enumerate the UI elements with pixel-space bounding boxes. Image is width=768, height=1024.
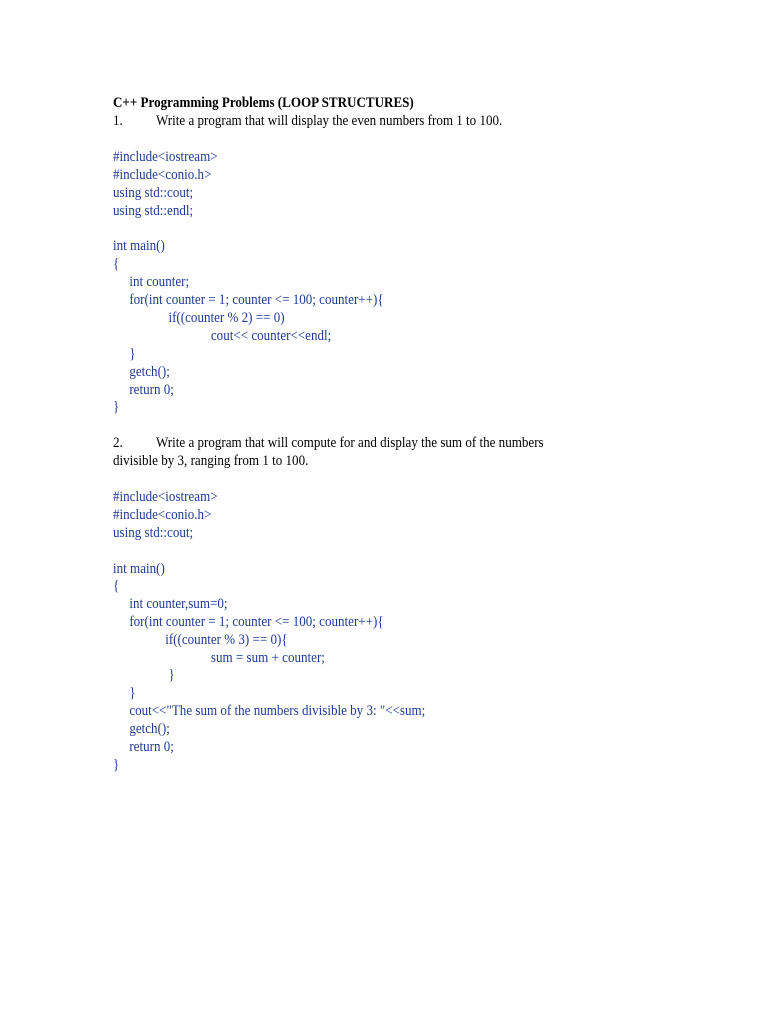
code-line: }: [113, 399, 120, 415]
code-line: }: [113, 346, 136, 362]
code-line: {: [113, 578, 120, 594]
code-line: for(int counter = 1; counter <= 100; counter++){: [113, 292, 384, 308]
code-line: cout<< counter<<endl;: [113, 328, 332, 344]
code-line: if((counter % 3) == 0){: [113, 632, 288, 648]
code-line: int main(): [113, 238, 165, 254]
code-line: using std::endl;: [113, 203, 194, 219]
code-line: sum = sum + counter;: [113, 650, 325, 666]
code-line: int counter,sum=0;: [113, 596, 228, 612]
code-line: return 0;: [113, 739, 174, 755]
code-line: #include<conio.h>: [113, 507, 212, 523]
code-line: for(int counter = 1; counter <= 100; counter++){: [113, 614, 384, 630]
code-line: #include<iostream>: [113, 489, 218, 505]
code-line: return 0;: [113, 382, 174, 398]
code-line: #include<conio.h>: [113, 167, 212, 183]
code-line: }: [113, 667, 175, 683]
code-line: int main(): [113, 561, 165, 577]
code-line: {: [113, 256, 120, 272]
problem-2-text-line-2: divisible by 3, ranging from 1 to 100.: [113, 453, 309, 469]
code-line: }: [113, 757, 120, 773]
code-line: using std::cout;: [113, 525, 194, 541]
code-line: getch();: [113, 364, 170, 380]
code-line: }: [113, 685, 136, 701]
code-line: using std::cout;: [113, 185, 194, 201]
problem-2-text-line-1: Write a program that will compute for and display the sum of the numbers: [156, 435, 544, 451]
problem-1-number: 1.: [113, 113, 123, 129]
code-line: #include<iostream>: [113, 149, 218, 165]
code-line: cout<<"The sum of the numbers divisible by 3: "<<sum;: [113, 703, 426, 719]
page-title: C++ Programming Problems (LOOP STRUCTURES): [113, 95, 414, 111]
code-line: if((counter % 2) == 0): [113, 310, 285, 326]
problem-1-text: Write a program that will display the even numbers from 1 to 100.: [156, 113, 503, 129]
code-line: getch();: [113, 721, 170, 737]
problem-2-number: 2.: [113, 435, 123, 451]
code-line: int counter;: [113, 274, 190, 290]
